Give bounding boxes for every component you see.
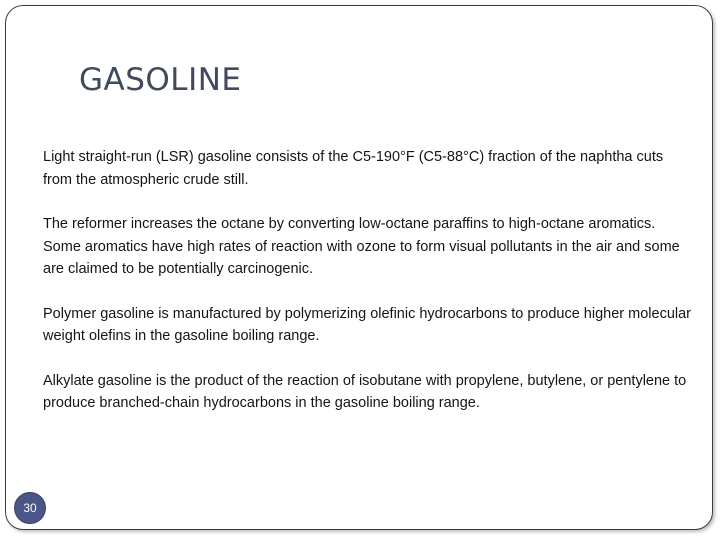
- paragraph-polymer-gasoline: Polymer gasoline is manufactured by polymerizing olefinic hydrocarbons to produce higher molecular weight olefins in the gasoline boiling range.: [43, 305, 691, 344]
- slide-title: GASOLINE: [79, 62, 242, 98]
- paragraph-alkylate-gasoline: Alkylate gasoline is the product of the reaction of isobutane with propylene, butylene, or pentylene to produce branched-chain hydrocarbons in the gasoline boiling range.: [43, 372, 687, 411]
- paragraph-lsr-gasoline: Light straight-run (LSR) gasoline consists of the C5-190°F (C5-88°C) fraction of the naphtha cuts from the atmospheric crude still.: [43, 149, 664, 188]
- slide-body: [43, 146, 693, 415]
- paragraph-reformer: The reformer increases the octane by converting low-octane paraffins to high-octane aromatics. Some aromatics have high rates of reaction with ozone to form visual pollutants in the air and some are claimed to be potentially carcinogenic.: [43, 216, 680, 277]
- page-number-badge: 30: [14, 492, 46, 524]
